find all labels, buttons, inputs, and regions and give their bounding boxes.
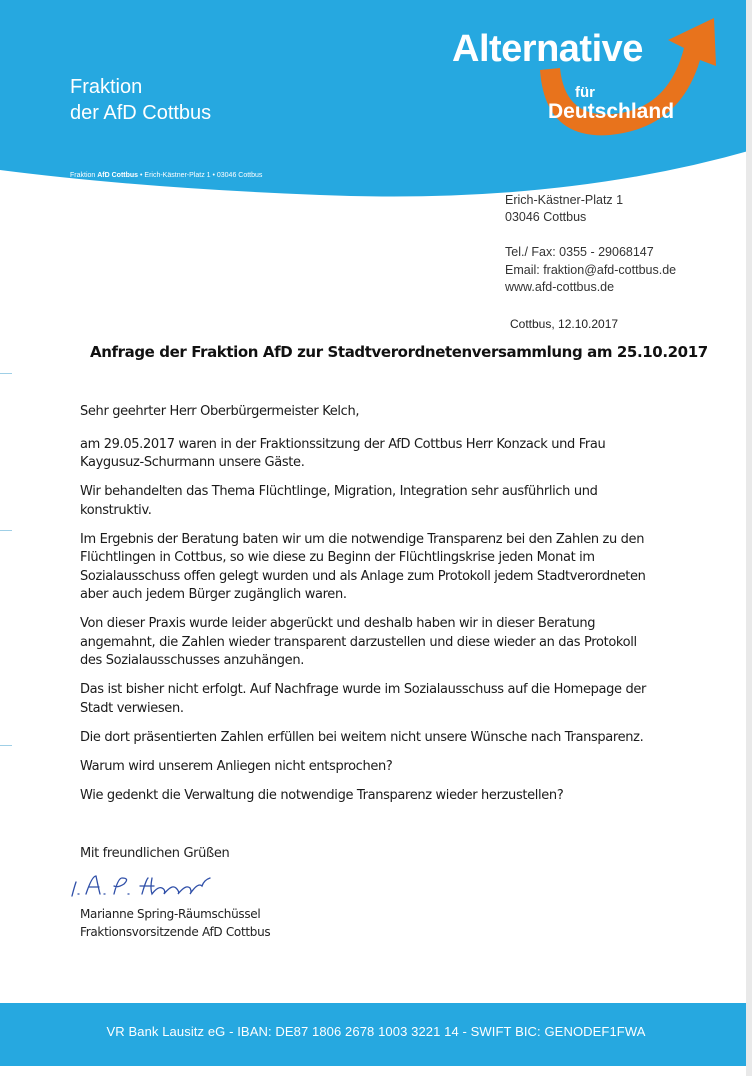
- letterhead: [0, 0, 752, 200]
- sender-bold: AfD Cottbus: [97, 172, 139, 179]
- signer-block: [80, 906, 270, 941]
- address-phone: Tel./ Fax: 0355 - 29068147: [505, 245, 654, 259]
- sender-prefix: Fraktion: [70, 172, 98, 179]
- paragraph-3: Im Ergebnis der Beratung baten wir um die notwendige Transparenz bei den Zahlen zu den Flüchtlingen in Cottbus, so wie diese zu Beginn der Flüchtlingskrise jeden Monat im Sozialausschuss offen gelegt wurden und als Anlage zum Protokoll jedem Stadtverordneten aber auch jedem Bürger zugänglich waren.: [80, 531, 646, 602]
- letter-subject: Anfrage der Fraktion AfD zur Stadtverordnetenversammlung am 25.10.2017: [90, 343, 708, 361]
- brand-deutschland: Deutschland: [548, 100, 675, 123]
- fraktion-line-2: der AfD Cottbus: [70, 102, 212, 124]
- sender-return-line: [70, 172, 262, 179]
- address-email: Email: fraktion@afd-cottbus.de: [505, 263, 677, 277]
- fold-mark: [0, 530, 12, 531]
- brand-alternative: Alternative: [452, 28, 643, 70]
- paragraph-4: Von dieser Praxis wurde leider abgerückt und deshalb haben wir in dieser Beratung angemahnt, die Zahlen wieder transparent darzustellen und diese wieder an das Protokoll des Sozialausschusses anzuhängen.: [80, 616, 637, 668]
- paragraph-2: Wir behandelten das Thema Flüchtlinge, Migration, Integration sehr ausführlich und konstruktiv.: [80, 484, 598, 518]
- handwritten-signature-icon: [62, 870, 262, 906]
- footer-bank-details: VR Bank Lausitz eG - IBAN: DE87 1806 2678 1003 3221 14 - SWIFT BIC: GENODEF1FWA: [106, 1024, 646, 1039]
- address-city: 03046 Cottbus: [505, 210, 587, 224]
- fold-mark: [0, 745, 12, 746]
- fraktion-title: [70, 74, 211, 126]
- address-web: www.afd-cottbus.de: [505, 280, 615, 294]
- paragraph-6: Die dort präsentierten Zahlen erfüllen bei weitem nicht unsere Wünsche nach Transparenz.: [80, 729, 644, 745]
- closing-greeting: Mit freundlichen Grüßen: [80, 846, 230, 861]
- paragraph-7: Warum wird unserem Anliegen nicht entsprochen?: [80, 758, 393, 774]
- brand-fuer: für: [575, 84, 595, 101]
- sender-rest: • Erich-Kästner-Platz 1 • 03046 Cottbus: [138, 172, 263, 179]
- signer-role: Fraktionsvorsitzende AfD Cottbus: [80, 924, 271, 939]
- signer-name: Marianne Spring-Räumschüssel: [80, 907, 261, 921]
- salutation: Sehr geehrter Herr Oberbürgermeister Kelch,: [80, 404, 360, 419]
- fold-mark: [0, 373, 12, 374]
- paragraph-5: Das ist bisher nicht erfolgt. Auf Nachfrage wurde im Sozialausschuss auf die Homepage der Stadt verwiesen.: [80, 682, 647, 716]
- letter-date: Cottbus, 12.10.2017: [510, 317, 619, 331]
- scan-edge: [746, 0, 752, 1076]
- address-street: Erich-Kästner-Platz 1: [505, 193, 624, 207]
- fraktion-line-1: Fraktion: [70, 76, 143, 98]
- paragraph-8: Wie gedenkt die Verwaltung die notwendige Transparenz wieder herzustellen?: [80, 787, 564, 803]
- letter-body: [80, 403, 660, 816]
- paragraph-1: am 29.05.2017 waren in der Fraktionssitzung der AfD Cottbus Herr Konzack und Frau Kaygusuz-Schurmann unsere Gäste.: [80, 436, 606, 470]
